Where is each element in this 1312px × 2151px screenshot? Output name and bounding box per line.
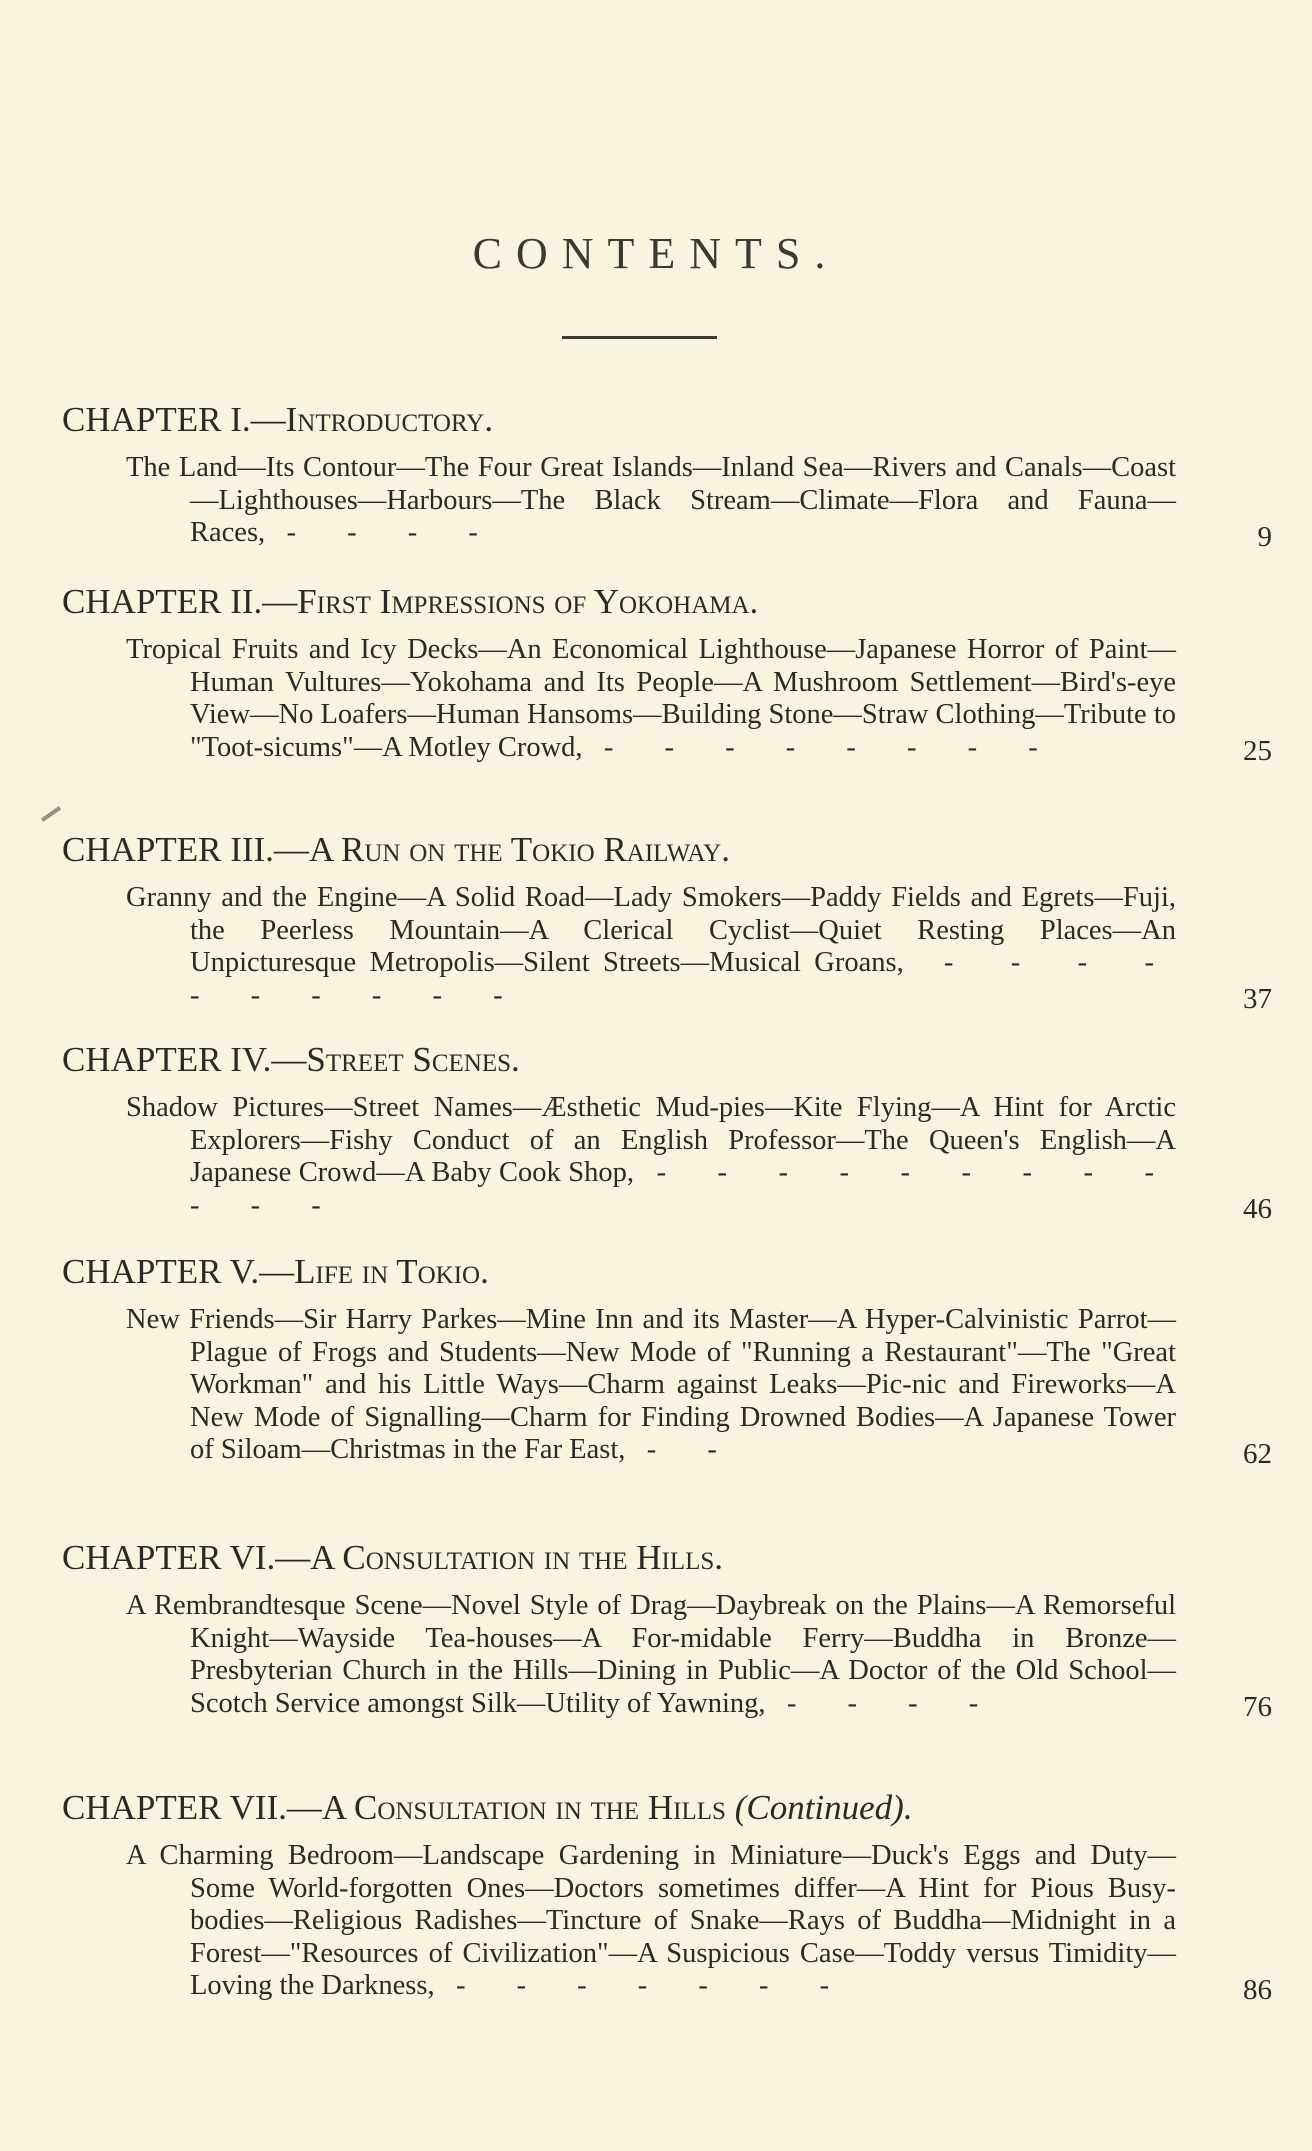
chapter-title: A Consultation in the Hills. <box>310 1538 724 1577</box>
chapter-heading <box>62 400 1252 440</box>
chapter-description: A Rembrandtesque Scene—Novel Style of Drag—Daybreak on the Plains—A Remorseful Knight—Wayside Tea-houses—A For-midable Ferry—Buddha in Bronze—Presbyterian Church in the Hills—Dining in Public—A Doctor of the Old School—Scotch Service amongst Silk—Utility of Yawning, - - - - <box>126 1590 1176 1719</box>
chapter-body <box>126 634 1272 767</box>
chapter-title: Street Scenes. <box>306 1040 520 1079</box>
chapter-description: A Charming Bedroom—Landscape Gardening in Miniature—Duck's Eggs and Duty—Some World-forgotten Ones—Doctors sometimes differ—A Hint for Pious Busy-bodies—Religious Radishes—Tincture of Snake—Rays of Buddha—Midnight in a Forest—"Resources of Civilization"—A Suspicious Case—Toddy versus Timidity—Loving the Darkness, - - - - - - - <box>126 1840 1176 2001</box>
chapter-number: CHAPTER IV.— <box>62 1040 307 1079</box>
chapter-number: CHAPTER II.— <box>62 582 298 621</box>
chapter-description: New Friends—Sir Harry Parkes—Mine Inn and its Master—A Hyper-Calvinistic Parrot—Plague of Frogs and Students—New Mode of "Running a Restaurant"—The "Great Workman" and his Little Ways—Charm against Leaks—Pic-nic and Fireworks—A New Mode of Signalling—Charm for Finding Drowned Bodies—A Japanese Tower of Siloam—Christmas in the Far East, - - <box>126 1304 1176 1465</box>
chapter-title: Life in Tokio. <box>294 1252 489 1291</box>
chapter-heading <box>62 1040 1252 1080</box>
chapter-number: CHAPTER VI.— <box>62 1538 311 1577</box>
chapter-1 <box>62 400 1272 553</box>
page-number: 76 <box>1243 1691 1272 1723</box>
chapter-heading <box>62 830 1252 870</box>
chapter-body <box>126 1304 1272 1470</box>
chapter-5 <box>62 1252 1272 1470</box>
chapter-number: CHAPTER V.— <box>62 1252 295 1291</box>
page-number: 46 <box>1243 1193 1272 1225</box>
leader-dots: - - - - - - - - <box>603 731 1060 763</box>
chapter-title: Introductory. <box>285 400 494 439</box>
leader-dots: - - <box>646 1434 739 1465</box>
chapter-number: CHAPTER I.— <box>62 400 286 439</box>
chapter-heading <box>62 1788 1252 1828</box>
page-number: 37 <box>1243 983 1272 1015</box>
page-title: CONTENTS. <box>472 229 840 278</box>
leader-dots: - - - - <box>786 1687 1001 1719</box>
chapter-number: CHAPTER VII.— <box>62 1788 322 1827</box>
chapter-heading <box>62 1538 1252 1578</box>
chapter-title: A Run on the Tokio Railway. <box>308 830 730 869</box>
chapter-body <box>126 882 1272 1015</box>
chapter-heading <box>62 1252 1252 1292</box>
chapter-title-suffix: (Continued). <box>734 1788 913 1827</box>
chapter-description: Shadow Pictures—Street Names—Æsthetic Mud-pies—Kite Flying—A Hint for Arctic Explorers—Fishy Conduct of an English Professor—The Queen's English—A Japanese Crowd—A Baby Cook Shop, - - - - - - - - - - - - <box>126 1092 1177 1221</box>
leader-dots: - - - - <box>286 517 500 548</box>
page-number: 9 <box>1257 520 1272 553</box>
chapter-heading <box>62 582 1252 622</box>
chapter-body <box>126 1590 1272 1723</box>
chapter-body <box>126 1840 1272 2006</box>
chapter-title: A Consultation in the Hills <box>321 1788 726 1827</box>
page-number: 25 <box>1243 735 1272 767</box>
chapter-description: Granny and the Engine—A Solid Road—Lady Smokers—Paddy Fields and Egrets—Fuji, the Peerless Mountain—A Clerical Cyclist—Quiet Resting Places—An Unpicturesque Metropolis—Silent Streets—Musical Groans, - - - - - - - - - - <box>126 882 1176 1011</box>
leader-dots: - - - - - - - - - - - - <box>190 1157 1177 1221</box>
chapter-title: First Impressions of Yokohama. <box>297 582 759 621</box>
chapter-2 <box>62 582 1272 767</box>
chapter-description: The Land—Its Contour—The Four Great Islands—Inland Sea—Rivers and Canals—Coast—Lighthouses—Harbours—The Black Stream—Climate—Flora and Fauna—Races, - - - - <box>126 452 1176 548</box>
chapter-description: Tropical Fruits and Icy Decks—An Economical Lighthouse—Japanese Horror of Paint—Human Vultures—Yokohama and Its People—A Mushroom Settlement—Bird's-eye View—No Loafers—Human Hansoms—Building Stone—Straw Clothing—Tribute to "Toot-sicums"—A Motley Crowd, - - - - - - - - <box>126 634 1176 763</box>
leader-dots: - - - - - - - - - - <box>190 947 1176 1011</box>
chapter-7 <box>62 1788 1272 2006</box>
chapter-6 <box>62 1538 1272 1723</box>
chapter-4 <box>62 1040 1272 1225</box>
chapter-3 <box>62 830 1272 1015</box>
leader-dots: - - - - - - - <box>455 1970 852 2001</box>
title-rule <box>562 336 717 339</box>
page-number: 86 <box>1243 1973 1272 2006</box>
chapter-number: CHAPTER III.— <box>62 830 309 869</box>
chapter-body <box>126 1092 1272 1225</box>
page-number: 62 <box>1243 1437 1272 1470</box>
chapter-body <box>126 452 1272 553</box>
pencil-mark <box>41 806 61 822</box>
